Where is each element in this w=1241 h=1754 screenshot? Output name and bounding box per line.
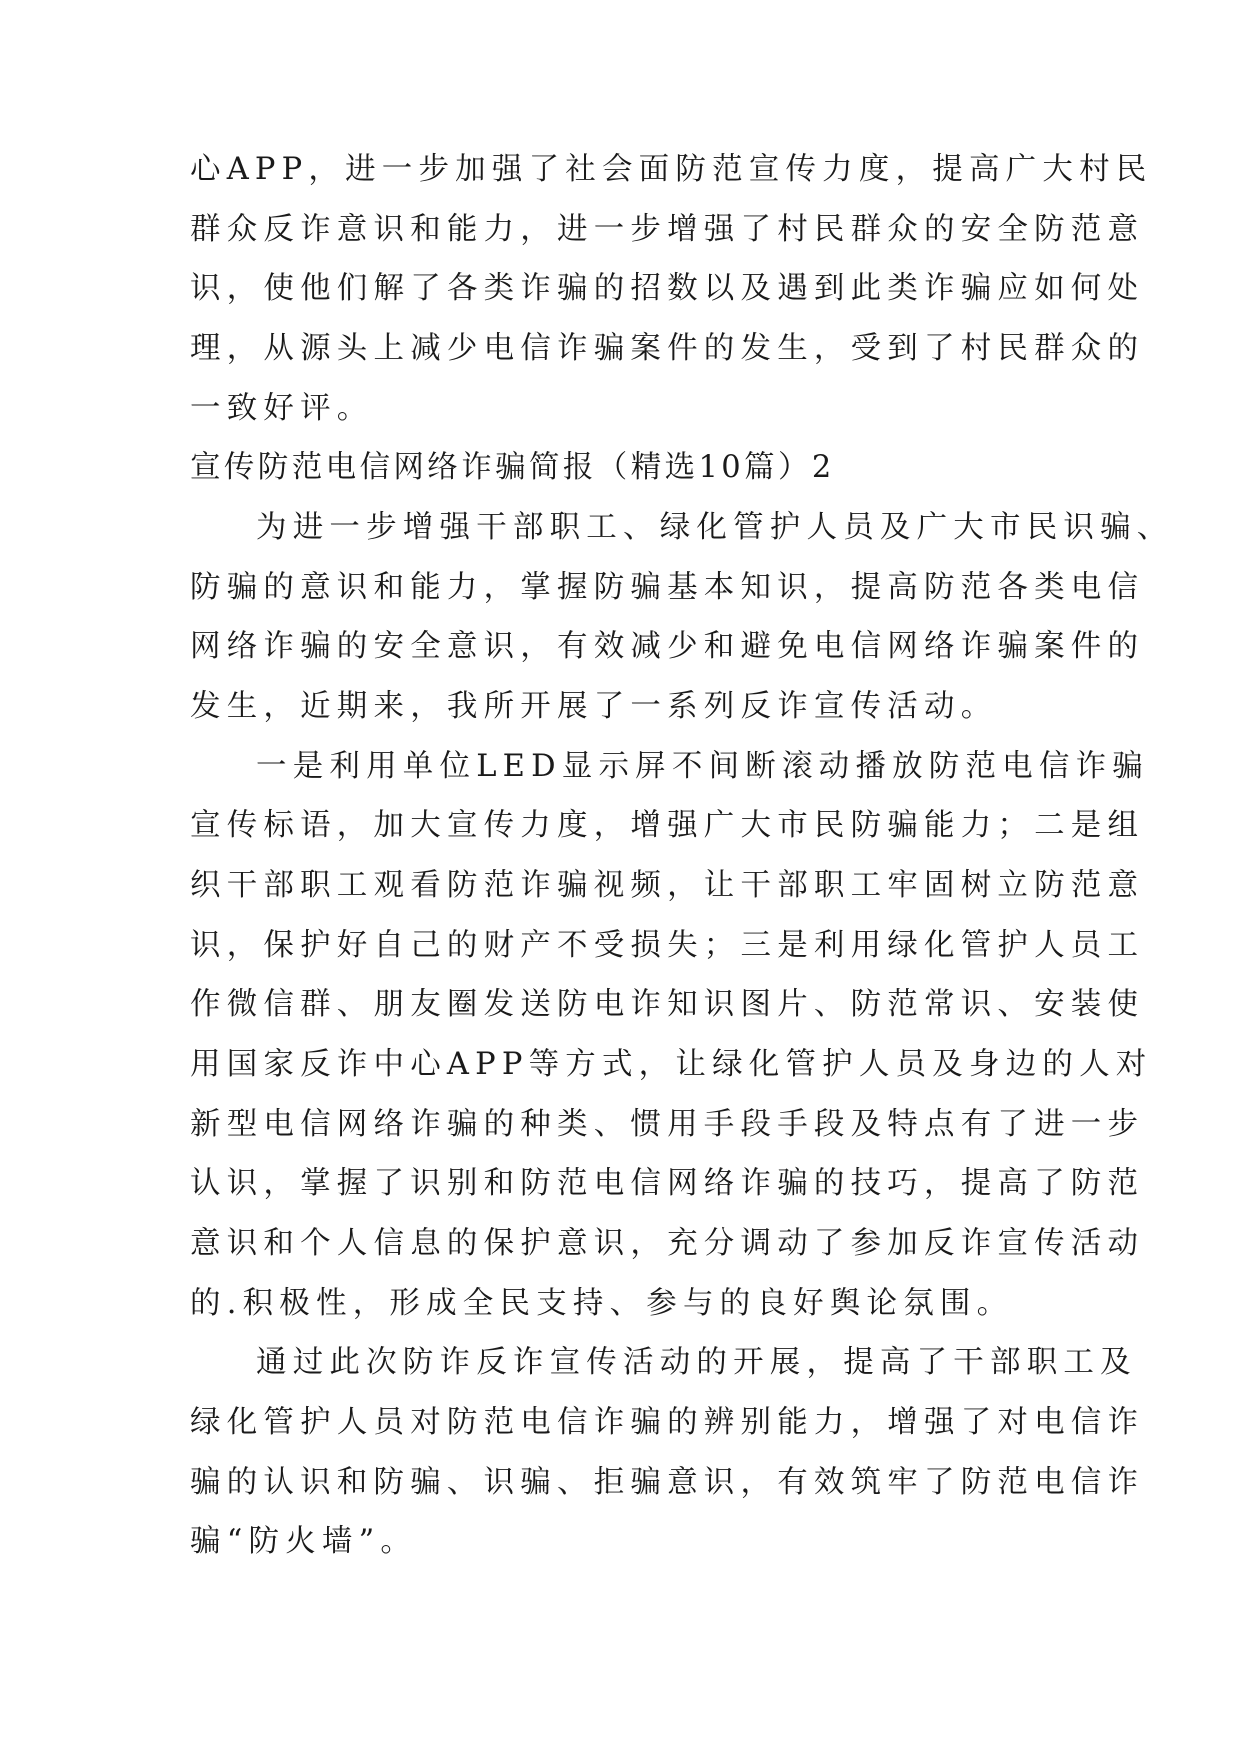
text-line: 织干部职工观看防范诈骗视频，让干部职工牢固树立防范意 bbox=[190, 868, 1145, 903]
text-line: 认识，掌握了识别和防范电信网络诈骗的技巧，提高了防范 bbox=[190, 1166, 1145, 1201]
text-line: 新型电信网络诈骗的种类、惯用手段手段及特点有了进一步 bbox=[190, 1107, 1145, 1142]
text-line: 作微信群、朋友圈发送防电诈知识图片、防范常识、安装使 bbox=[190, 987, 1145, 1022]
text-line: 的.积极性，形成全民支持、参与的良好舆论氛围。 bbox=[190, 1286, 1014, 1321]
text-line: 骗“防火墙”。 bbox=[190, 1524, 418, 1559]
text-line: 发生，近期来，我所开展了一系列反诈宣传活动。 bbox=[190, 689, 998, 724]
section-heading: 宣传防范电信网络诈骗简报（精选10篇）2 bbox=[190, 450, 835, 485]
text-line: 骗的认识和防骗、识骗、拒骗意识，有效筑牢了防范电信诈 bbox=[190, 1465, 1145, 1500]
text-line: 理，从源头上减少电信诈骗案件的发生，受到了村民群众的 bbox=[190, 331, 1145, 366]
text-line: 群众反诈意识和能力，进一步增强了村民群众的安全防范意 bbox=[190, 212, 1145, 247]
text-line: 绿化管护人员对防范电信诈骗的辨别能力，增强了对电信诈 bbox=[190, 1405, 1145, 1440]
text-line: 宣传标语，加大宣传力度，增强广大市民防骗能力；二是组 bbox=[190, 808, 1145, 843]
paragraph-start-line: 一是利用单位LED显示屏不间断滚动播放防范电信诈骗 bbox=[256, 749, 1149, 784]
text-line: 识，使他们解了各类诈骗的招数以及遇到此类诈骗应如何处 bbox=[190, 271, 1145, 306]
text-line: 网络诈骗的安全意识，有效减少和避免电信网络诈骗案件的 bbox=[190, 629, 1145, 664]
text-line: 意识和个人信息的保护意识，充分调动了参加反诈宣传活动 bbox=[190, 1226, 1145, 1261]
text-line: 一致好评。 bbox=[190, 391, 374, 426]
paragraph-start-line: 通过此次防诈反诈宣传活动的开展，提高了干部职工及 bbox=[256, 1345, 1137, 1380]
text-line: 心APP，进一步加强了社会面防范宣传力度，提高广大村民 bbox=[190, 152, 1153, 187]
paragraph-start-line: 为进一步增强干部职工、绿化管护人员及广大市民识骗、 bbox=[256, 510, 1174, 545]
text-line: 用国家反诈中心APP等方式，让绿化管护人员及身边的人对 bbox=[190, 1047, 1153, 1082]
text-line: 识，保护好自己的财产不受损失；三是利用绿化管护人员工 bbox=[190, 928, 1145, 963]
text-line: 防骗的意识和能力，掌握防骗基本知识，提高防范各类电信 bbox=[190, 570, 1145, 605]
